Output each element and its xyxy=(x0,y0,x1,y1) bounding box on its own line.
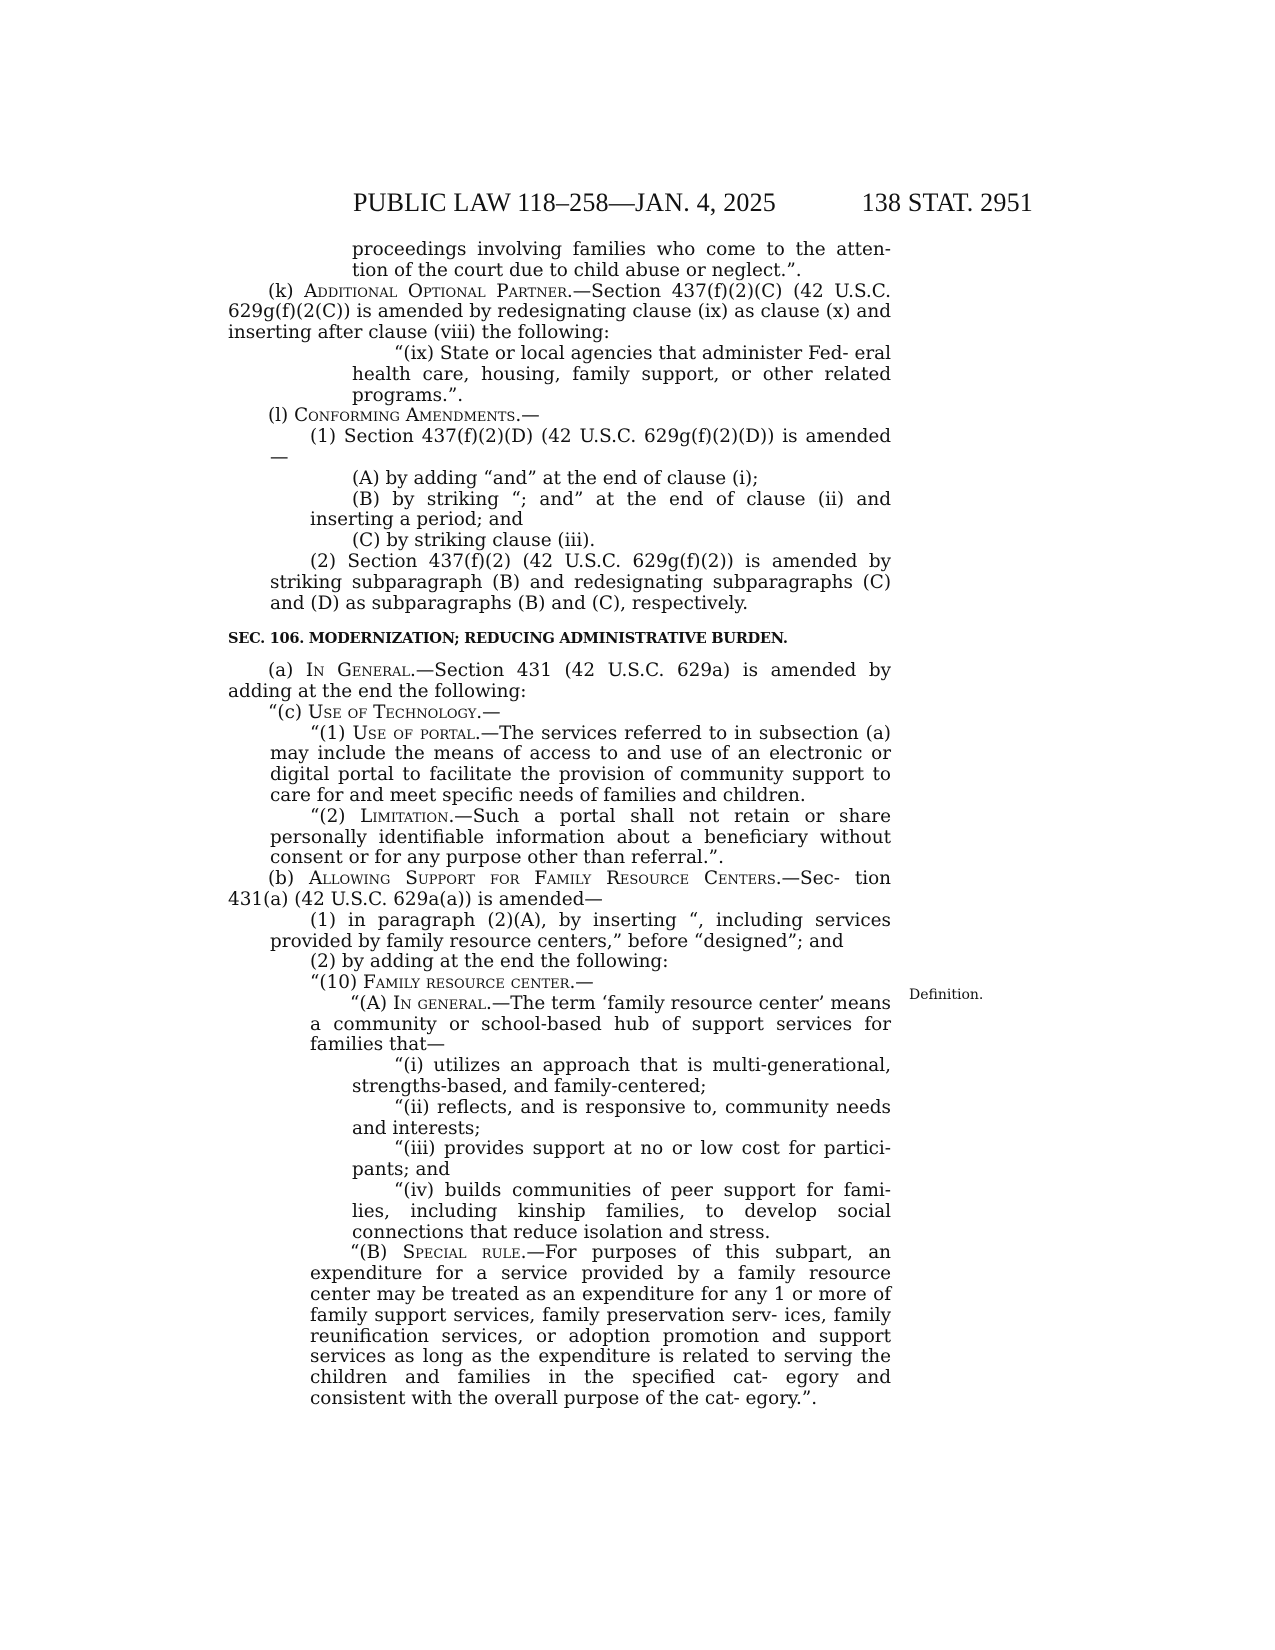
subsection-l-paragraph-2: (2) Section 437(f)(2) (42 U.S.C. 629g(f)(2)) is amended by striking subparagraph (B) and redesignating subparagraphs (C) and (D) as subparagraphs (B) and (C), respectively. xyxy=(270,550,891,614)
quoted-clause-iv: “(iv) builds communities of peer support for fami- lies, including kinship families, to develop social connections that reduce isolation and stress. xyxy=(352,1180,891,1243)
section-106-title: SEC. 106. MODERNIZATION; REDUCING ADMINISTRATIVE BURDEN. xyxy=(228,630,788,648)
quoted-subparagraph-b xyxy=(228,1243,891,1409)
subsection-l-subparagraph-b: (B) by striking “; and” at the end of clause (ii) and inserting a period; and xyxy=(310,488,891,531)
quoted-paragraph-c1-text: .—The services referred to in subsection (a) may include the means of access to and use of an electronic or digital portal to facilitate the provision of community support to care for and meet specific needs of families and children. xyxy=(270,722,891,806)
subsection-b-heading: Allowing Support for Family Resource Centers xyxy=(308,868,776,890)
section-106-subsection-b xyxy=(228,869,891,911)
subsection-k-quote: “(ix) State or local agencies that administer Fed- eral health care, housing, family support, or other related programs.”. xyxy=(352,342,891,406)
subsection-l xyxy=(228,406,891,427)
quoted-subparagraph-a-heading: In general xyxy=(392,992,487,1014)
quoted-subsection-c xyxy=(228,703,891,724)
quoted-subsection-c-heading: Use of Technology xyxy=(307,701,477,723)
quoted-paragraph-10-text: .— xyxy=(569,972,594,994)
quoted-subparagraph-b-label: “(B) xyxy=(350,1242,403,1264)
subsection-l-paragraph-1: (1) Section 437(f)(2)(D) (42 U.S.C. 629g(f)(2)(D)) is amended— xyxy=(270,426,891,468)
subsection-k-heading: Additional Optional Partner xyxy=(304,280,567,302)
quoted-subsection-c-text: .— xyxy=(476,701,501,723)
subsection-l-subparagraph-c: (C) by striking clause (iii). xyxy=(352,530,596,552)
section-106-subsection-a xyxy=(228,661,891,703)
quoted-subparagraph-a-label: “(A) xyxy=(350,992,393,1014)
quoted-paragraph-10-heading: Family resource center xyxy=(363,972,570,994)
quoted-clause-iii: “(iii) provides support at no or low cost for partici- pants; and xyxy=(352,1138,891,1181)
subsection-a-label: (a) xyxy=(268,660,306,682)
quoted-paragraph-c2-heading: Limitation xyxy=(360,805,449,827)
quoted-clause-i: “(i) utilizes an approach that is multi-generational, strengths-based, and family-centered; xyxy=(352,1055,891,1098)
subsection-k xyxy=(228,282,891,344)
subsection-k-text: .—Section 437(f)(2)(C) (42 U.S.C. 629g(f)(2(C)) is amended by redesignating clause (ix) as clause (x) and inserting after clause (viii) the following: xyxy=(228,280,891,344)
subsection-k-label: (k) xyxy=(268,280,305,302)
subsection-b-paragraph-2: (2) by adding at the end the following: xyxy=(310,951,669,973)
statute-body xyxy=(228,240,891,1410)
quoted-paragraph-10-label: “(10) xyxy=(310,972,363,994)
quoted-paragraph-c1-label: “(1) xyxy=(310,722,353,744)
quoted-clause-ii: “(ii) reflects, and is responsive to, community needs and interests; xyxy=(352,1096,891,1139)
margin-note: Definition. xyxy=(909,987,984,1003)
subsection-l-heading: Conforming Amendments xyxy=(294,405,516,427)
subsection-b-paragraph-1: (1) in paragraph (2)(A), by inserting “, including services provided by family resource centers,” before “designed”; and xyxy=(270,909,891,952)
subsection-l-text: .— xyxy=(515,405,540,427)
subsection-b-text: .—Sec- tion 431(a) (42 U.S.C. 629a(a)) is amended— xyxy=(228,868,892,910)
quoted-subparagraph-a xyxy=(228,994,891,1056)
quoted-subsection-c-label: “(c) xyxy=(268,701,308,723)
quoted-subparagraph-a-text: .—The term ‘family resource center’ means a community or school-based hub of support services for families that— xyxy=(310,992,891,1056)
quoted-subparagraph-b-text: .—For purposes of this subpart, an expenditure for a service provided by a family resource center may be treated as an expenditure for any 1 or more of family support services, family preservation serv- ices, family reunification services, or adoption promotion and support services as long as the expenditure is related to serving the children and families in the specified cat- egory and consistent with the overall purpose of the cat- egory.”. xyxy=(310,1242,891,1410)
subsection-a-text: .—Section 431 (42 U.S.C. 629a) is amended by adding at the end the following: xyxy=(228,660,891,702)
subsection-b-label: (b) xyxy=(268,868,309,890)
quoted-paragraph-c2-text: .—Such a portal shall not retain or share personally identifiable information about a beneficiary without consent or for any purpose other than referral.”. xyxy=(270,805,891,869)
quoted-paragraph-c2-label: “(2) xyxy=(310,805,361,827)
quoted-paragraph-c2 xyxy=(228,807,891,869)
subsection-l-subparagraph-a: (A) by adding “and” at the end of clause (i); xyxy=(352,467,759,489)
paragraph-continuation: proceedings involving families who come to the atten- tion of the court due to child abuse or neglect.”. xyxy=(352,239,891,281)
running-header-page-number: 138 STAT. 2951 xyxy=(861,188,1033,217)
subsection-l-label: (l) xyxy=(268,405,295,427)
running-header-title: PUBLIC LAW 118–258—JAN. 4, 2025 xyxy=(353,188,777,217)
quoted-paragraph-c1 xyxy=(228,724,891,807)
quoted-paragraph-c1-heading: Use of portal xyxy=(352,722,475,744)
subsection-a-heading: In General xyxy=(305,660,410,682)
quoted-subparagraph-b-heading: Special rule xyxy=(402,1242,521,1264)
quoted-paragraph-10 xyxy=(228,973,891,994)
